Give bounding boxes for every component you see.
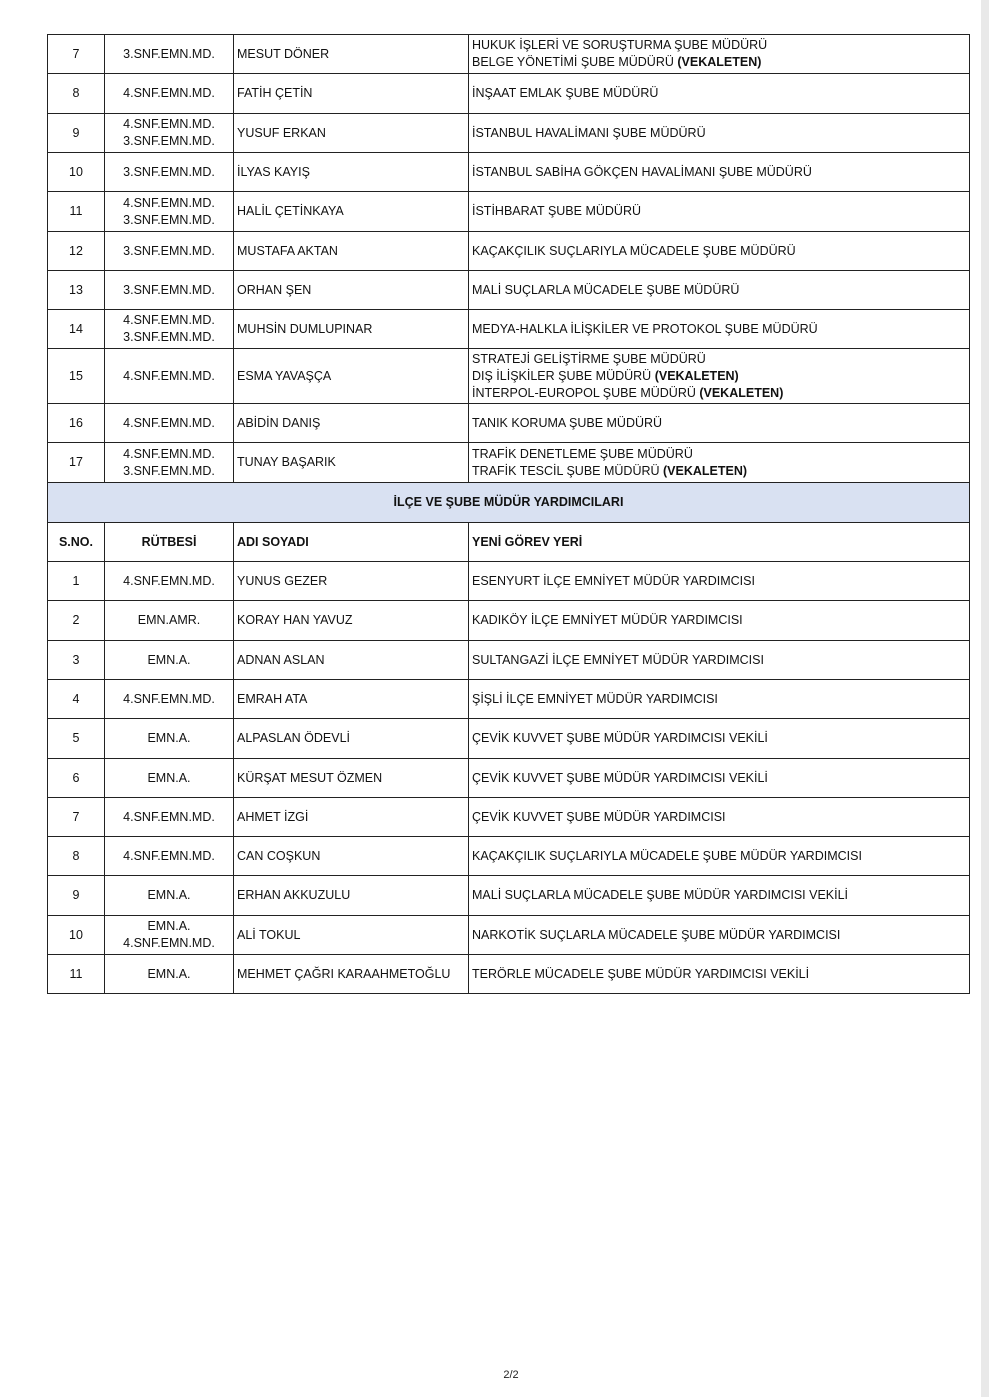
top-section-rows bbox=[48, 35, 970, 483]
rank-value: EMN.AMR. bbox=[137, 613, 201, 627]
post-text: TRAFİK DENETLEME ŞUBE MÜDÜRÜ bbox=[472, 446, 693, 461]
table-row bbox=[48, 153, 970, 192]
row-number: 10 bbox=[48, 153, 105, 192]
row-number: 2 bbox=[48, 601, 105, 641]
assignment-table bbox=[47, 34, 970, 994]
new-post-cell bbox=[469, 955, 970, 994]
rank-cell bbox=[105, 759, 234, 798]
post-text: ŞİŞLİ İLÇE EMNİYET MÜDÜR YARDIMCISI bbox=[472, 691, 718, 706]
rank-cell bbox=[105, 232, 234, 271]
row-number: 9 bbox=[48, 876, 105, 916]
table-row bbox=[48, 404, 970, 443]
row-number: 7 bbox=[48, 798, 105, 837]
post-line bbox=[472, 612, 966, 629]
rank-value: 4.SNF.EMN.MD. bbox=[123, 446, 215, 461]
rank-cell bbox=[105, 876, 234, 916]
acting-suffix: (VEKALETEN) bbox=[699, 385, 784, 400]
rank-cell bbox=[105, 562, 234, 601]
rank-value: 3.SNF.EMN.MD. bbox=[123, 243, 215, 258]
post-text: ESENYURT İLÇE EMNİYET MÜDÜR YARDIMCISI bbox=[472, 573, 755, 588]
post-line bbox=[472, 164, 966, 181]
post-text: HUKUK İŞLERİ VE SORUŞTURMA ŞUBE MÜDÜRÜ bbox=[472, 38, 768, 52]
post-line bbox=[472, 54, 966, 71]
header-no: S.NO. bbox=[48, 523, 105, 562]
row-number: 17 bbox=[48, 443, 105, 483]
table-row bbox=[48, 349, 970, 404]
new-post-cell bbox=[469, 271, 970, 310]
post-text: MEDYA-HALKLA İLİŞKİLER VE PROTOKOL ŞUBE MÜDÜRÜ bbox=[472, 321, 818, 336]
rank-cell bbox=[105, 641, 234, 680]
header-name: ADI SOYADI bbox=[234, 523, 469, 562]
rank-value: 3.SNF.EMN.MD. bbox=[123, 330, 215, 344]
table-row bbox=[48, 74, 970, 114]
rank-value: 3.SNF.EMN.MD. bbox=[123, 212, 215, 227]
person-name: TUNAY BAŞARIK bbox=[234, 443, 469, 483]
post-line bbox=[472, 730, 966, 747]
new-post-cell bbox=[469, 798, 970, 837]
rank-cell bbox=[105, 74, 234, 114]
rank-cell bbox=[105, 404, 234, 443]
row-number: 11 bbox=[48, 192, 105, 232]
person-name: YUSUF ERKAN bbox=[234, 114, 469, 153]
post-line bbox=[472, 351, 966, 368]
person-name: İLYAS KAYIŞ bbox=[234, 153, 469, 192]
row-number: 1 bbox=[48, 562, 105, 601]
rank-cell bbox=[105, 35, 234, 74]
table-row bbox=[48, 114, 970, 153]
post-text: MALİ SUÇLARLA MÜCADELE ŞUBE MÜDÜRÜ bbox=[472, 282, 740, 297]
row-number: 12 bbox=[48, 232, 105, 271]
new-post-cell bbox=[469, 349, 970, 404]
row-number: 11 bbox=[48, 955, 105, 994]
table-row bbox=[48, 837, 970, 876]
post-line bbox=[472, 125, 966, 142]
new-post-cell bbox=[469, 404, 970, 443]
rank-value: 4.SNF.EMN.MD. bbox=[123, 573, 215, 588]
table-row bbox=[48, 443, 970, 483]
person-name: ALİ TOKUL bbox=[234, 916, 469, 955]
rank-value: 3.SNF.EMN.MD. bbox=[123, 164, 215, 179]
post-line bbox=[472, 809, 966, 826]
row-number: 5 bbox=[48, 719, 105, 759]
bottom-section-rows bbox=[48, 562, 970, 994]
new-post-cell bbox=[469, 114, 970, 153]
row-number: 14 bbox=[48, 310, 105, 349]
post-line bbox=[472, 848, 966, 865]
page-number: 2/2 bbox=[503, 1369, 519, 1381]
row-number: 13 bbox=[48, 271, 105, 310]
post-text: KAÇAKÇILIK SUÇLARIYLA MÜCADELE ŞUBE MÜDÜR YARDIMCISI bbox=[472, 848, 862, 863]
rank-value: 4.SNF.EMN.MD. bbox=[123, 691, 215, 706]
rank-value: 3.SNF.EMN.MD. bbox=[123, 463, 215, 478]
rank-value: 4.SNF.EMN.MD. bbox=[123, 936, 215, 950]
post-line bbox=[472, 203, 966, 220]
table-row bbox=[48, 876, 970, 916]
section-header bbox=[48, 483, 970, 562]
table-row bbox=[48, 601, 970, 641]
row-number: 7 bbox=[48, 35, 105, 74]
table-row bbox=[48, 798, 970, 837]
person-name: MUHSİN DUMLUPINAR bbox=[234, 310, 469, 349]
post-line bbox=[472, 652, 966, 669]
new-post-cell bbox=[469, 562, 970, 601]
post-text: İSTANBUL SABİHA GÖKÇEN HAVALİMANI ŞUBE MÜDÜRÜ bbox=[472, 164, 812, 179]
new-post-cell bbox=[469, 759, 970, 798]
person-name: MESUT DÖNER bbox=[234, 35, 469, 74]
post-text: İNTERPOL-EUROPOL ŞUBE MÜDÜRÜ bbox=[472, 385, 700, 400]
rank-value: 4.SNF.EMN.MD. bbox=[123, 195, 215, 210]
header-post: YENİ GÖREV YERİ bbox=[469, 523, 970, 562]
post-text: İNŞAAT EMLAK ŞUBE MÜDÜRÜ bbox=[472, 86, 659, 100]
rank-value: 4.SNF.EMN.MD. bbox=[123, 848, 215, 863]
post-line bbox=[472, 243, 966, 260]
person-name: ALPASLAN ÖDEVLİ bbox=[234, 719, 469, 759]
table-row bbox=[48, 271, 970, 310]
person-name: EMRAH ATA bbox=[234, 680, 469, 719]
table-row bbox=[48, 719, 970, 759]
new-post-cell bbox=[469, 153, 970, 192]
person-name: CAN COŞKUN bbox=[234, 837, 469, 876]
acting-suffix: (VEKALETEN) bbox=[663, 463, 748, 478]
person-name: AHMET İZGİ bbox=[234, 798, 469, 837]
post-text: MALİ SUÇLARLA MÜCADELE ŞUBE MÜDÜR YARDIMCISI VEKİLİ bbox=[472, 888, 849, 902]
person-name: ADNAN ASLAN bbox=[234, 641, 469, 680]
post-line bbox=[472, 887, 966, 904]
rank-value: EMN.A. bbox=[147, 770, 191, 785]
post-text: ÇEVİK KUVVET ŞUBE MÜDÜR YARDIMCISI VEKİLİ bbox=[472, 731, 768, 745]
acting-suffix: (VEKALETEN) bbox=[677, 55, 762, 69]
row-number: 6 bbox=[48, 759, 105, 798]
post-line bbox=[472, 321, 966, 338]
rank-cell bbox=[105, 955, 234, 994]
post-text: KAÇAKÇILIK SUÇLARIYLA MÜCADELE ŞUBE MÜDÜRÜ bbox=[472, 243, 796, 258]
rank-cell bbox=[105, 349, 234, 404]
rank-cell bbox=[105, 837, 234, 876]
post-text: SULTANGAZİ İLÇE EMNİYET MÜDÜR YARDIMCISI bbox=[472, 652, 764, 667]
new-post-cell bbox=[469, 601, 970, 641]
rank-value: 3.SNF.EMN.MD. bbox=[123, 46, 215, 61]
new-post-cell bbox=[469, 916, 970, 955]
post-line bbox=[472, 966, 966, 983]
post-line bbox=[472, 415, 966, 432]
post-line bbox=[472, 37, 966, 54]
rank-value: EMN.A. bbox=[147, 652, 191, 667]
person-name: FATİH ÇETİN bbox=[234, 74, 469, 114]
new-post-cell bbox=[469, 74, 970, 114]
rank-value: 3.SNF.EMN.MD. bbox=[123, 134, 215, 148]
row-number: 8 bbox=[48, 74, 105, 114]
row-number: 15 bbox=[48, 349, 105, 404]
post-text: TANIK KORUMA ŞUBE MÜDÜRÜ bbox=[472, 415, 663, 430]
rank-cell bbox=[105, 192, 234, 232]
post-text: ÇEVİK KUVVET ŞUBE MÜDÜR YARDIMCISI VEKİLİ bbox=[472, 770, 768, 785]
post-line bbox=[472, 282, 966, 299]
rank-value: EMN.A. bbox=[147, 888, 191, 902]
new-post-cell bbox=[469, 443, 970, 483]
rank-cell bbox=[105, 310, 234, 349]
column-header-row bbox=[48, 523, 970, 562]
table-row bbox=[48, 916, 970, 955]
page-edge bbox=[981, 0, 989, 1397]
rank-value: 4.SNF.EMN.MD. bbox=[123, 809, 215, 824]
person-name: ESMA YAVAŞÇA bbox=[234, 349, 469, 404]
rank-cell bbox=[105, 916, 234, 955]
post-line bbox=[472, 573, 966, 590]
new-post-cell bbox=[469, 35, 970, 74]
person-name: ERHAN AKKUZULU bbox=[234, 876, 469, 916]
person-name: YUNUS GEZER bbox=[234, 562, 469, 601]
table-row bbox=[48, 562, 970, 601]
new-post-cell bbox=[469, 719, 970, 759]
post-text: TRAFİK TESCİL ŞUBE MÜDÜRÜ bbox=[472, 463, 663, 478]
rank-value: 4.SNF.EMN.MD. bbox=[123, 415, 215, 430]
new-post-cell bbox=[469, 837, 970, 876]
post-line bbox=[472, 85, 966, 102]
rank-value: EMN.A. bbox=[147, 966, 191, 981]
rank-value: 4.SNF.EMN.MD. bbox=[123, 368, 215, 383]
row-number: 4 bbox=[48, 680, 105, 719]
post-line bbox=[472, 385, 966, 402]
person-name: ABİDİN DANIŞ bbox=[234, 404, 469, 443]
new-post-cell bbox=[469, 232, 970, 271]
post-text: İSTANBUL HAVALİMANI ŞUBE MÜDÜRÜ bbox=[472, 125, 706, 140]
rank-cell bbox=[105, 601, 234, 641]
person-name: MUSTAFA AKTAN bbox=[234, 232, 469, 271]
person-name: KORAY HAN YAVUZ bbox=[234, 601, 469, 641]
post-line bbox=[472, 927, 966, 944]
new-post-cell bbox=[469, 876, 970, 916]
person-name: MEHMET ÇAĞRI KARAAHMETOĞLU bbox=[234, 955, 469, 994]
rank-value: 4.SNF.EMN.MD. bbox=[123, 117, 215, 131]
new-post-cell bbox=[469, 192, 970, 232]
person-name: HALİL ÇETİNKAYA bbox=[234, 192, 469, 232]
table-row bbox=[48, 955, 970, 994]
rank-value: EMN.A. bbox=[147, 919, 191, 933]
table-row bbox=[48, 310, 970, 349]
section-title-row bbox=[48, 483, 970, 523]
post-text: ÇEVİK KUVVET ŞUBE MÜDÜR YARDIMCISI bbox=[472, 809, 726, 824]
post-text: BELGE YÖNETİMİ ŞUBE MÜDÜRÜ bbox=[472, 55, 678, 69]
post-text: TERÖRLE MÜCADELE ŞUBE MÜDÜR YARDIMCISI VEKİLİ bbox=[472, 966, 810, 981]
rank-cell bbox=[105, 719, 234, 759]
post-line bbox=[472, 770, 966, 787]
post-line bbox=[472, 368, 966, 385]
post-text: İSTİHBARAT ŞUBE MÜDÜRÜ bbox=[472, 204, 642, 218]
rank-cell bbox=[105, 153, 234, 192]
acting-suffix: (VEKALETEN) bbox=[654, 368, 739, 383]
table-row bbox=[48, 680, 970, 719]
table-row bbox=[48, 641, 970, 680]
rank-value: 4.SNF.EMN.MD. bbox=[123, 313, 215, 327]
post-text: DIŞ İLİŞKİLER ŞUBE MÜDÜRÜ bbox=[472, 368, 655, 383]
rank-cell bbox=[105, 271, 234, 310]
table-row bbox=[48, 759, 970, 798]
rank-cell bbox=[105, 443, 234, 483]
row-number: 8 bbox=[48, 837, 105, 876]
rank-cell bbox=[105, 680, 234, 719]
post-line bbox=[472, 691, 966, 708]
person-name: KÜRŞAT MESUT ÖZMEN bbox=[234, 759, 469, 798]
row-number: 9 bbox=[48, 114, 105, 153]
row-number: 3 bbox=[48, 641, 105, 680]
post-line bbox=[472, 463, 966, 480]
row-number: 10 bbox=[48, 916, 105, 955]
table-row bbox=[48, 192, 970, 232]
new-post-cell bbox=[469, 310, 970, 349]
rank-value: EMN.A. bbox=[147, 731, 191, 745]
new-post-cell bbox=[469, 680, 970, 719]
row-number: 16 bbox=[48, 404, 105, 443]
post-line bbox=[472, 446, 966, 463]
post-text: STRATEJİ GELİŞTİRME ŞUBE MÜDÜRÜ bbox=[472, 351, 706, 366]
rank-value: 4.SNF.EMN.MD. bbox=[123, 86, 215, 100]
section-title: İLÇE VE ŞUBE MÜDÜR YARDIMCILARI bbox=[48, 483, 970, 523]
new-post-cell bbox=[469, 641, 970, 680]
person-name: ORHAN ŞEN bbox=[234, 271, 469, 310]
table-row bbox=[48, 35, 970, 74]
table-row bbox=[48, 232, 970, 271]
header-rank: RÜTBESİ bbox=[105, 523, 234, 562]
post-text: KADIKÖY İLÇE EMNİYET MÜDÜR YARDIMCISI bbox=[472, 613, 743, 627]
rank-cell bbox=[105, 798, 234, 837]
rank-cell bbox=[105, 114, 234, 153]
rank-value: 3.SNF.EMN.MD. bbox=[123, 282, 215, 297]
post-text: NARKOTİK SUÇLARLA MÜCADELE ŞUBE MÜDÜR YARDIMCISI bbox=[472, 927, 841, 942]
